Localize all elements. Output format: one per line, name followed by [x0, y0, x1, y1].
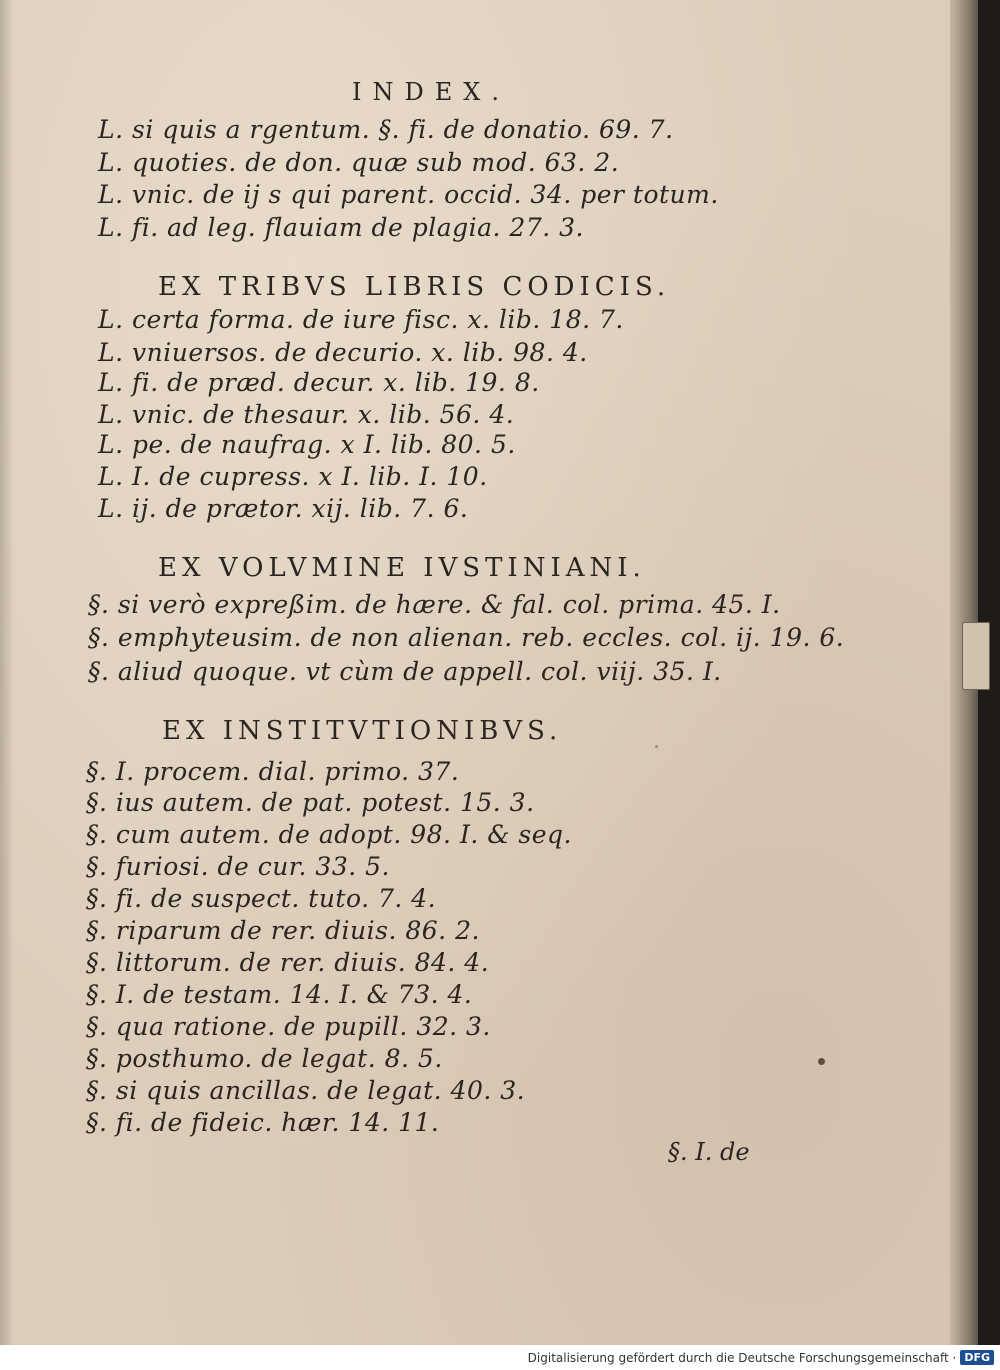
index-entry: §. furiosi. de cur. 33. 5. [86, 852, 390, 881]
index-entry: L. pe. de naufrag. x I. lib. 80. 5. [98, 430, 516, 459]
spine-shadow [0, 0, 14, 1345]
dfg-logo: DFG [960, 1350, 994, 1365]
index-entry: L. ij. de prætor. xij. lib. 7. 6. [98, 494, 469, 523]
index-entry: §. aliud quoque. vt cùm de appell. col. viij. 35. I. [88, 657, 722, 686]
index-entry: L. si quis a rgentum. §. fi. de donatio. 69. 7. [98, 115, 674, 144]
index-entry: L. certa forma. de iure fisc. x. lib. 18. 7. [98, 305, 624, 334]
index-entry: §. riparum de rer. diuis. 86. 2. [86, 916, 480, 945]
digitization-footer [0, 1345, 1000, 1370]
index-entry: §. littorum. de rer. diuis. 84. 4. [86, 948, 490, 977]
index-entry: §. I. de testam. 14. I. & 73. 4. [86, 980, 473, 1009]
index-entry: L. fi. de præd. decur. x. lib. 19. 8. [98, 368, 540, 397]
index-entry: §. si quis ancillas. de legat. 40. 3. [86, 1076, 526, 1105]
index-entry: §. posthumo. de legat. 8. 5. [86, 1044, 443, 1073]
index-entry: L. vnic. de thesaur. x. lib. 56. 4. [98, 400, 515, 429]
index-entry: L. vnic. de ij s qui parent. occid. 34. per totum. [98, 180, 719, 209]
page-tab [962, 622, 990, 690]
section-heading: EX VOLVMINE IVSTINIANI. [158, 553, 646, 583]
section-heading: EX TRIBVS LIBRIS CODICIS. [158, 272, 671, 302]
index-entry: §. qua ratione. de pupill. 32. 3. [86, 1012, 491, 1041]
index-entry: L. fi. ad leg. flauiam de plagia. 27. 3. [98, 213, 584, 242]
index-entry: §. emphyteusim. de non alienan. reb. eccles. col. ij. 19. 6. [88, 623, 845, 652]
index-entry: L. vniuersos. de decurio. x. lib. 98. 4. [98, 338, 588, 367]
catchword: §. I. de [668, 1138, 750, 1166]
index-entry: §. I. procem. dial. primo. 37. [86, 757, 460, 786]
index-entry: §. fi. de fideic. hær. 14. 11. [86, 1108, 440, 1137]
ink-spot [818, 1058, 825, 1065]
index-entry: L. I. de cupress. x I. lib. I. 10. [98, 462, 488, 491]
index-entry: §. ius autem. de pat. potest. 15. 3. [86, 788, 535, 817]
section-heading: EX INSTITVTIONIBVS. [162, 716, 563, 746]
ink-spot [655, 745, 658, 748]
running-header: INDEX. [352, 78, 510, 106]
index-entry: §. cum autem. de adopt. 98. I. & seq. [86, 820, 572, 849]
index-entry: §. fi. de suspect. tuto. 7. 4. [86, 884, 437, 913]
index-entry: §. si verò expreßim. de hære. & fal. col. prima. 45. I. [88, 590, 781, 619]
index-entry: L. quoties. de don. quæ sub mod. 63. 2. [98, 148, 620, 177]
footer-credit: Digitalisierung gefördert durch die Deutsche Forschungsgemeinschaft · [527, 1350, 957, 1365]
